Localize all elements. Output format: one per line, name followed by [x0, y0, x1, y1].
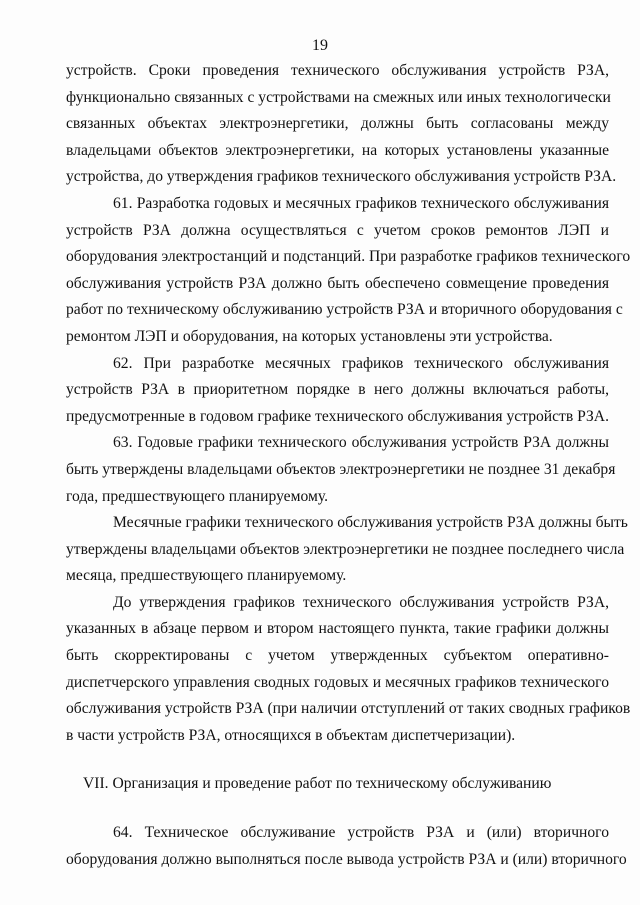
text-line: ремонтом ЛЭП и оборудования, на которых установлены эти устройства. [66, 327, 553, 345]
paragraph-item-61 [66, 191, 631, 351]
text-line: устройств РЗА должна осуществляться с учетом сроков ремонтов ЛЭП и [66, 221, 609, 239]
text-line: быть утверждены владельцами объектов электроэнергетики не позднее 31 декабря [66, 460, 616, 478]
text-line: указанных в абзаце первом и втором настоящего пункта, такие графики должны [66, 620, 609, 638]
text-line: года, предшествующего планируемому. [66, 487, 328, 505]
text-line: работ по техническому обслуживанию устройств РЗА и вторичного оборудования с [66, 301, 623, 319]
text-line: оборудования электростанций и подстанций. При разработке графиков технического [66, 248, 631, 266]
text-line: владельцами объектов электроэнергетики, на которых установлены указанные [66, 141, 609, 159]
page-number: 19 [312, 37, 328, 54]
spacer [66, 798, 609, 820]
text-line: обслуживания устройств РЗА должно быть обеспечено совмещение проведения [66, 274, 609, 292]
paragraph-item-64 [66, 820, 627, 873]
paragraph-item-62 [66, 351, 609, 431]
text-line: месяца, предшествующего планируемому. [66, 567, 347, 585]
text-line: связанных объектах электроэнергетики, должны быть согласованы между [66, 115, 609, 133]
text-line: диспетчерского управления сводных годовых и месячных графиков технического [66, 673, 609, 691]
text-line: устройств РЗА в приоритетном порядке в него должны включаться работы, [66, 381, 609, 399]
document-body [66, 58, 631, 873]
paragraph-monthly-schedules [66, 510, 628, 590]
text-line: функционально связанных с устройствами на смежных или иных технологически [66, 88, 611, 106]
text-line: утверждены владельцами объектов электроэнергетики не позднее последнего числа [66, 540, 625, 558]
text-line: 63. Годовые графики технического обслуживания устройств РЗА должны [113, 434, 609, 452]
text-line: быть скорректированы с учетом утвержденных субъектом оперативно- [66, 647, 609, 665]
paragraph-item-63 [66, 430, 616, 510]
text-line: устройств. Сроки проведения технического обслуживания устройств РЗА, [66, 62, 609, 79]
paragraph-continuation [66, 58, 617, 191]
text-line: До утверждения графиков технического обслуживания устройств РЗА, [113, 593, 609, 611]
paragraph-schedule-approval [66, 590, 631, 750]
text-line: 62. При разработке месячных графиков технического обслуживания [113, 354, 609, 372]
spacer [66, 749, 609, 771]
section-heading: VII. Организация и проведение работ по техническому обслуживанию [83, 775, 552, 793]
text-line: 64. Техническое обслуживание устройств РЗА и (или) вторичного [113, 824, 609, 842]
text-line: устройства, до утверждения графиков технического обслуживания устройств РЗА. [66, 168, 617, 186]
text-line: предусмотренные в годовом графике технического обслуживания устройств РЗА. [66, 407, 609, 425]
text-line: Месячные графики технического обслуживания устройств РЗА должны быть [113, 514, 628, 532]
text-line: обслуживания устройств РЗА (при наличии отступлений от таких сводных графиков [66, 700, 631, 718]
text-line: в части устройств РЗА, относящихся в объектам диспетчеризации). [66, 726, 516, 744]
text-line: оборудования должно выполняться после вывода устройств РЗА и (или) вторичного [66, 850, 627, 868]
text-line: 61. Разработка годовых и месячных графиков технического обслуживания [113, 194, 609, 212]
